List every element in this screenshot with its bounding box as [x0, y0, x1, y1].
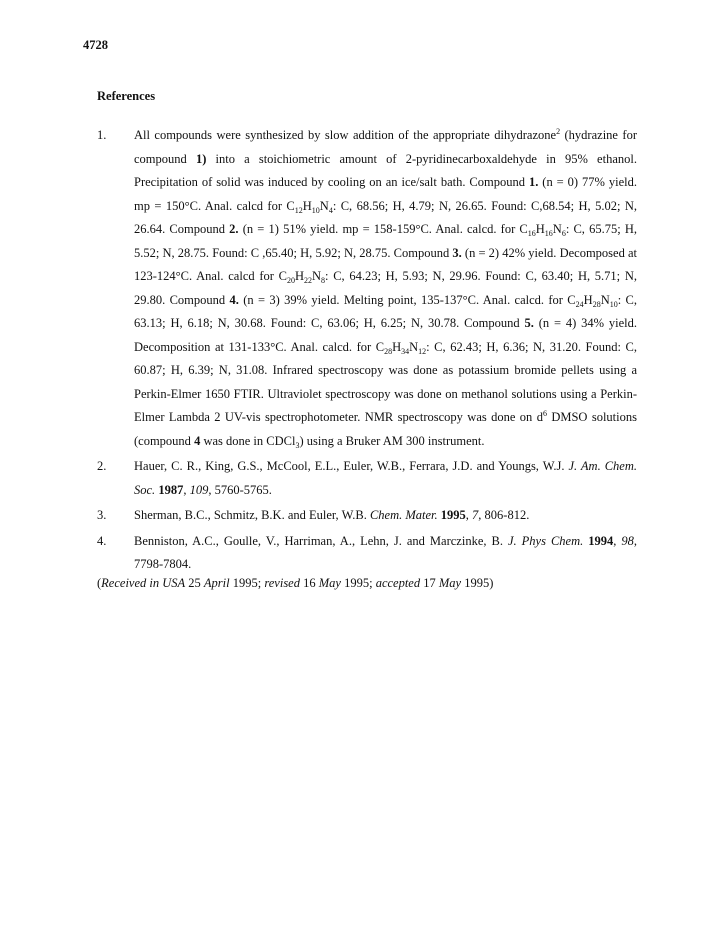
reference-text-segment: : C, 68.56; H, 4.79; N, 26.65. Found: C,68.54; H, 5.02; N, 26.64. Compound	[134, 198, 638, 236]
accepted-date: 17	[420, 576, 439, 590]
received-label: Received in USA	[101, 576, 186, 590]
reference-text	[134, 455, 637, 502]
received-date: 25	[185, 576, 204, 590]
reference-text-segment: ,	[183, 482, 190, 497]
reference-text-segment: 10	[311, 205, 320, 215]
revised-label: revised	[264, 576, 300, 590]
reference-text-segment: 4.	[229, 292, 239, 307]
reference-text-segment: 34	[401, 346, 410, 356]
reference-text-segment: 28	[384, 346, 393, 356]
reference-list	[97, 124, 637, 579]
reference-text-segment: , 806-812.	[478, 508, 530, 522]
reference-text-segment: All compounds were synthesized by slow addition of the appropriate dihydrazone	[134, 128, 557, 142]
reference-text-segment: J. Phys Chem.	[507, 533, 584, 548]
reference-text	[134, 124, 637, 453]
received-month: April	[203, 576, 230, 590]
accepted-month: May	[438, 576, 462, 590]
reference-text-segment: ,	[613, 533, 622, 548]
reference-text-segment: 12	[294, 205, 303, 215]
reference-text-segment: N	[600, 292, 610, 307]
reference-text-segment: N	[319, 198, 329, 213]
reference-text-segment: Chem. Mater.	[369, 508, 438, 522]
reference-text-segment: 109	[189, 482, 209, 497]
reference-text-segment: 1987	[158, 482, 184, 497]
reference-text-segment: 8	[321, 276, 326, 285]
accepted-label: accepted	[375, 576, 421, 590]
reference-text-segment: (n = 0) 77% yield. mp = 150°C. Anal. calcd for C	[134, 175, 637, 213]
reference-text-segment: 1)	[195, 151, 207, 166]
revised-date: 16	[299, 576, 319, 590]
reference-number: 2.	[97, 459, 107, 473]
reference-text-segment: H	[535, 222, 545, 236]
reference-text-segment: 16	[527, 229, 536, 238]
reference-number: 3.	[97, 508, 107, 522]
reference-text-segment: Benniston, A.C., Goulle, V., Harriman, A., Lehn, J. and Marczinke, B.	[134, 533, 508, 548]
reference-text-segment: 12	[418, 346, 427, 356]
reference-text-segment: (n = 1) 51% yield. mp = 158-159°C. Anal. calcd. for C	[238, 222, 528, 236]
received-year: 1995;	[229, 576, 265, 590]
reference-item	[97, 504, 637, 528]
page-number: 4728	[83, 38, 108, 52]
reference-text-segment: 4	[194, 433, 201, 448]
reference-text-segment: : C, 63.13; H, 6.18; N, 30.68. Found: C, 63.06; H, 6.25; N, 30.78. Compound	[134, 292, 638, 330]
reference-text-segment: 24	[575, 299, 584, 309]
reference-text-segment: 16	[544, 229, 553, 238]
reference-text-segment: (n = 3) 39% yield. Melting point, 135-137°C. Anal. calcd. for C	[238, 292, 576, 307]
reference-text-segment: 4	[328, 205, 333, 215]
reference-text-segment: 10	[609, 299, 618, 309]
reference-text-segment: ,	[465, 508, 473, 522]
reference-text-segment: 2.	[229, 222, 239, 236]
reference-text-segment: 5.	[524, 316, 534, 330]
reference-text-segment: J. Am. Chem. Soc.	[134, 459, 637, 497]
reference-text-segment: N	[409, 339, 419, 354]
accepted-year: 1995)	[461, 576, 494, 590]
reference-text-segment: : C, 65.75; H, 5.52; N, 28.75. Found: C ,65.40; H, 5.92; N, 28.75. Compound	[134, 222, 638, 260]
reference-text-segment: 3	[295, 440, 300, 450]
reference-text-segment: 1995	[440, 508, 466, 522]
reference-text-segment: 6	[542, 409, 547, 418]
reference-text	[134, 504, 637, 528]
reference-text-segment: (n = 2) 42% yield. Decomposed at 123-124°C. Anal. calcd for C	[134, 245, 637, 283]
reference-text-segment: N	[311, 269, 322, 283]
reference-text-segment: , 5760-5765.	[208, 482, 272, 497]
reference-text-segment: ) using a Bruker AM 300 instrument.	[299, 433, 485, 448]
reference-text-segment: 28	[592, 299, 601, 309]
reference-text-segment: (n = 4) 34% yield. Decomposition at 131-133°C. Anal. calcd. for C	[134, 316, 638, 354]
reference-text-segment: H	[302, 198, 312, 213]
reference-item	[97, 530, 637, 577]
reference-text-segment: (hydrazine for compound	[134, 128, 637, 166]
revised-year: 1995;	[340, 576, 376, 590]
reference-text-segment: 22	[303, 276, 312, 285]
reference-text-segment: DMSO solutions (compound	[134, 410, 637, 448]
reference-text-segment: : C, 64.23; H, 5.93; N, 29.96. Found: C, 63.40; H, 5.71; N, 29.80. Compound	[134, 269, 638, 307]
reference-text-segment: into a stoichiometric amount of 2-pyridinecarboxaldehyde in 95% ethanol. Precipitation of solid was induced by cooling on an ice/salt bath. Compound	[134, 151, 637, 189]
revised-month: May	[318, 576, 341, 590]
reference-item	[97, 455, 637, 502]
reference-text-segment: 3.	[452, 245, 462, 260]
references-heading: References	[97, 89, 156, 103]
reference-text-segment: , 7798-7804.	[134, 533, 638, 571]
reference-text-segment: 1994	[588, 533, 614, 548]
reference-text-segment: 6	[561, 229, 566, 238]
reference-text-segment: 98	[621, 533, 634, 548]
reference-number: 4.	[97, 533, 107, 548]
received-open: (	[97, 576, 102, 590]
reference-text-segment: Sherman, B.C., Schmitz, B.K. and Euler, W.B.	[134, 508, 370, 522]
reference-text-segment: : C, 62.43; H, 6.36; N, 31.20. Found: C, 60.87; H, 6.39; N, 31.08. Infrared spectroscopy was done as potassium bromide pellets using a Perkin-Elmer 1650 FTIR. Ultraviolet spectroscopy was done on methanol solutions using a Perkin-Elmer Lambda 2 UV-vis spectrophotometer. NMR spectroscopy was done on d	[134, 339, 637, 424]
received-line	[97, 576, 493, 591]
reference-text-segment: H	[392, 339, 402, 354]
reference-item	[97, 124, 637, 453]
reference-text-segment: 2	[556, 127, 561, 136]
reference-text-segment: H	[583, 292, 593, 307]
reference-text-segment: 1.	[528, 175, 539, 189]
reference-text-segment: 7	[472, 508, 479, 522]
reference-text-segment: H	[294, 269, 304, 283]
reference-text-segment: was done in CDCl	[200, 433, 296, 448]
reference-text	[134, 530, 637, 577]
reference-text-segment: 20	[286, 276, 295, 285]
reference-text-segment: N	[552, 222, 562, 236]
reference-number: 1.	[97, 128, 107, 142]
reference-text-segment: Hauer, C. R., King, G.S., McCool, E.L., Euler, W.B., Ferrara, J.D. and Youngs, W.J.	[134, 459, 569, 473]
